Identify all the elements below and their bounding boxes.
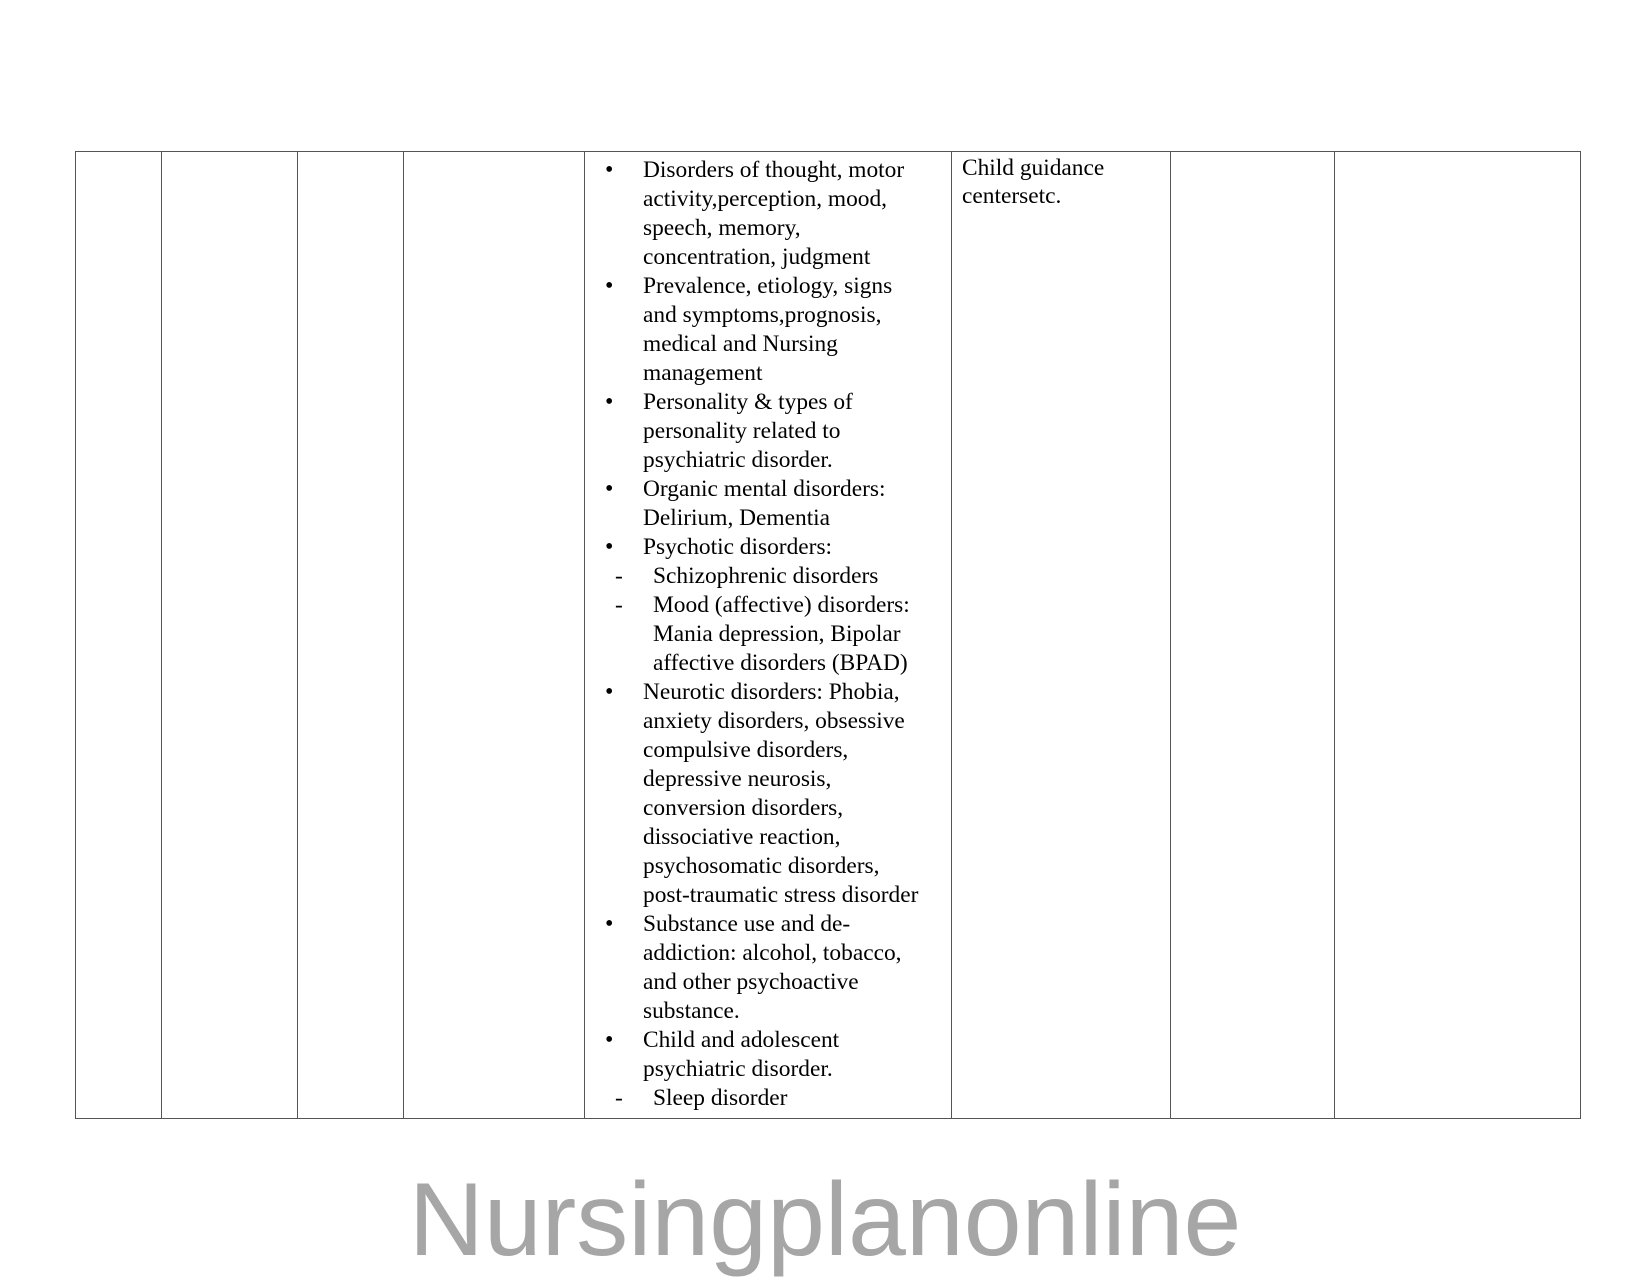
table-cell-objectives <box>404 152 585 1119</box>
topic-bullet-item: • Personality & types of personality related to psychiatric disorder. <box>585 388 951 475</box>
activities-text: Child guidance centersetc. <box>962 155 1105 209</box>
table-cell-time <box>162 152 298 1119</box>
table-cell-remarks <box>1335 152 1581 1119</box>
topic-sub-item: - Schizophrenic disorders <box>585 562 951 591</box>
content-topics-list <box>585 156 951 1113</box>
topic-bullet-item: • Organic mental disorders: Delirium, Dementia <box>585 475 951 533</box>
topic-bullet-item: • Psychotic disorders: <box>585 533 951 562</box>
topic-bullet-item: • Prevalence, etiology, signs and symptoms,prognosis, medical and Nursing management <box>585 272 951 388</box>
table-cell-unit <box>76 152 162 1119</box>
table-cell-assessment <box>1171 152 1335 1119</box>
topic-bullet-item: • Substance use and de- addiction: alcohol, tobacco, and other psychoactive substance. <box>585 910 951 1026</box>
topic-sub-item: - Mood (affective) disorders: Mania depression, Bipolar affective disorders (BPAD) <box>585 591 951 678</box>
table-row <box>76 152 1581 1119</box>
topic-sub-item: - Sleep disorder <box>585 1084 951 1113</box>
topic-bullet-item: • Neurotic disorders: Phobia, anxiety disorders, obsessive compulsive disorders, depressive neurosis, conversion disorders, dissociative reaction, psychosomatic disorders, post-traumatic stress disorder <box>585 678 951 910</box>
topic-bullet-item: • Disorders of thought, motor activity,perception, mood, speech, memory, concentration, judgment <box>585 156 951 272</box>
table-cell-hours <box>298 152 404 1119</box>
topic-bullet-item: • Child and adolescent psychiatric disorder. <box>585 1026 951 1084</box>
table-cell-activities <box>952 152 1171 1119</box>
table-cell-content <box>585 152 952 1119</box>
watermark-text: Nursingplanonline <box>408 1162 1242 1278</box>
syllabus-table <box>75 151 1581 1119</box>
